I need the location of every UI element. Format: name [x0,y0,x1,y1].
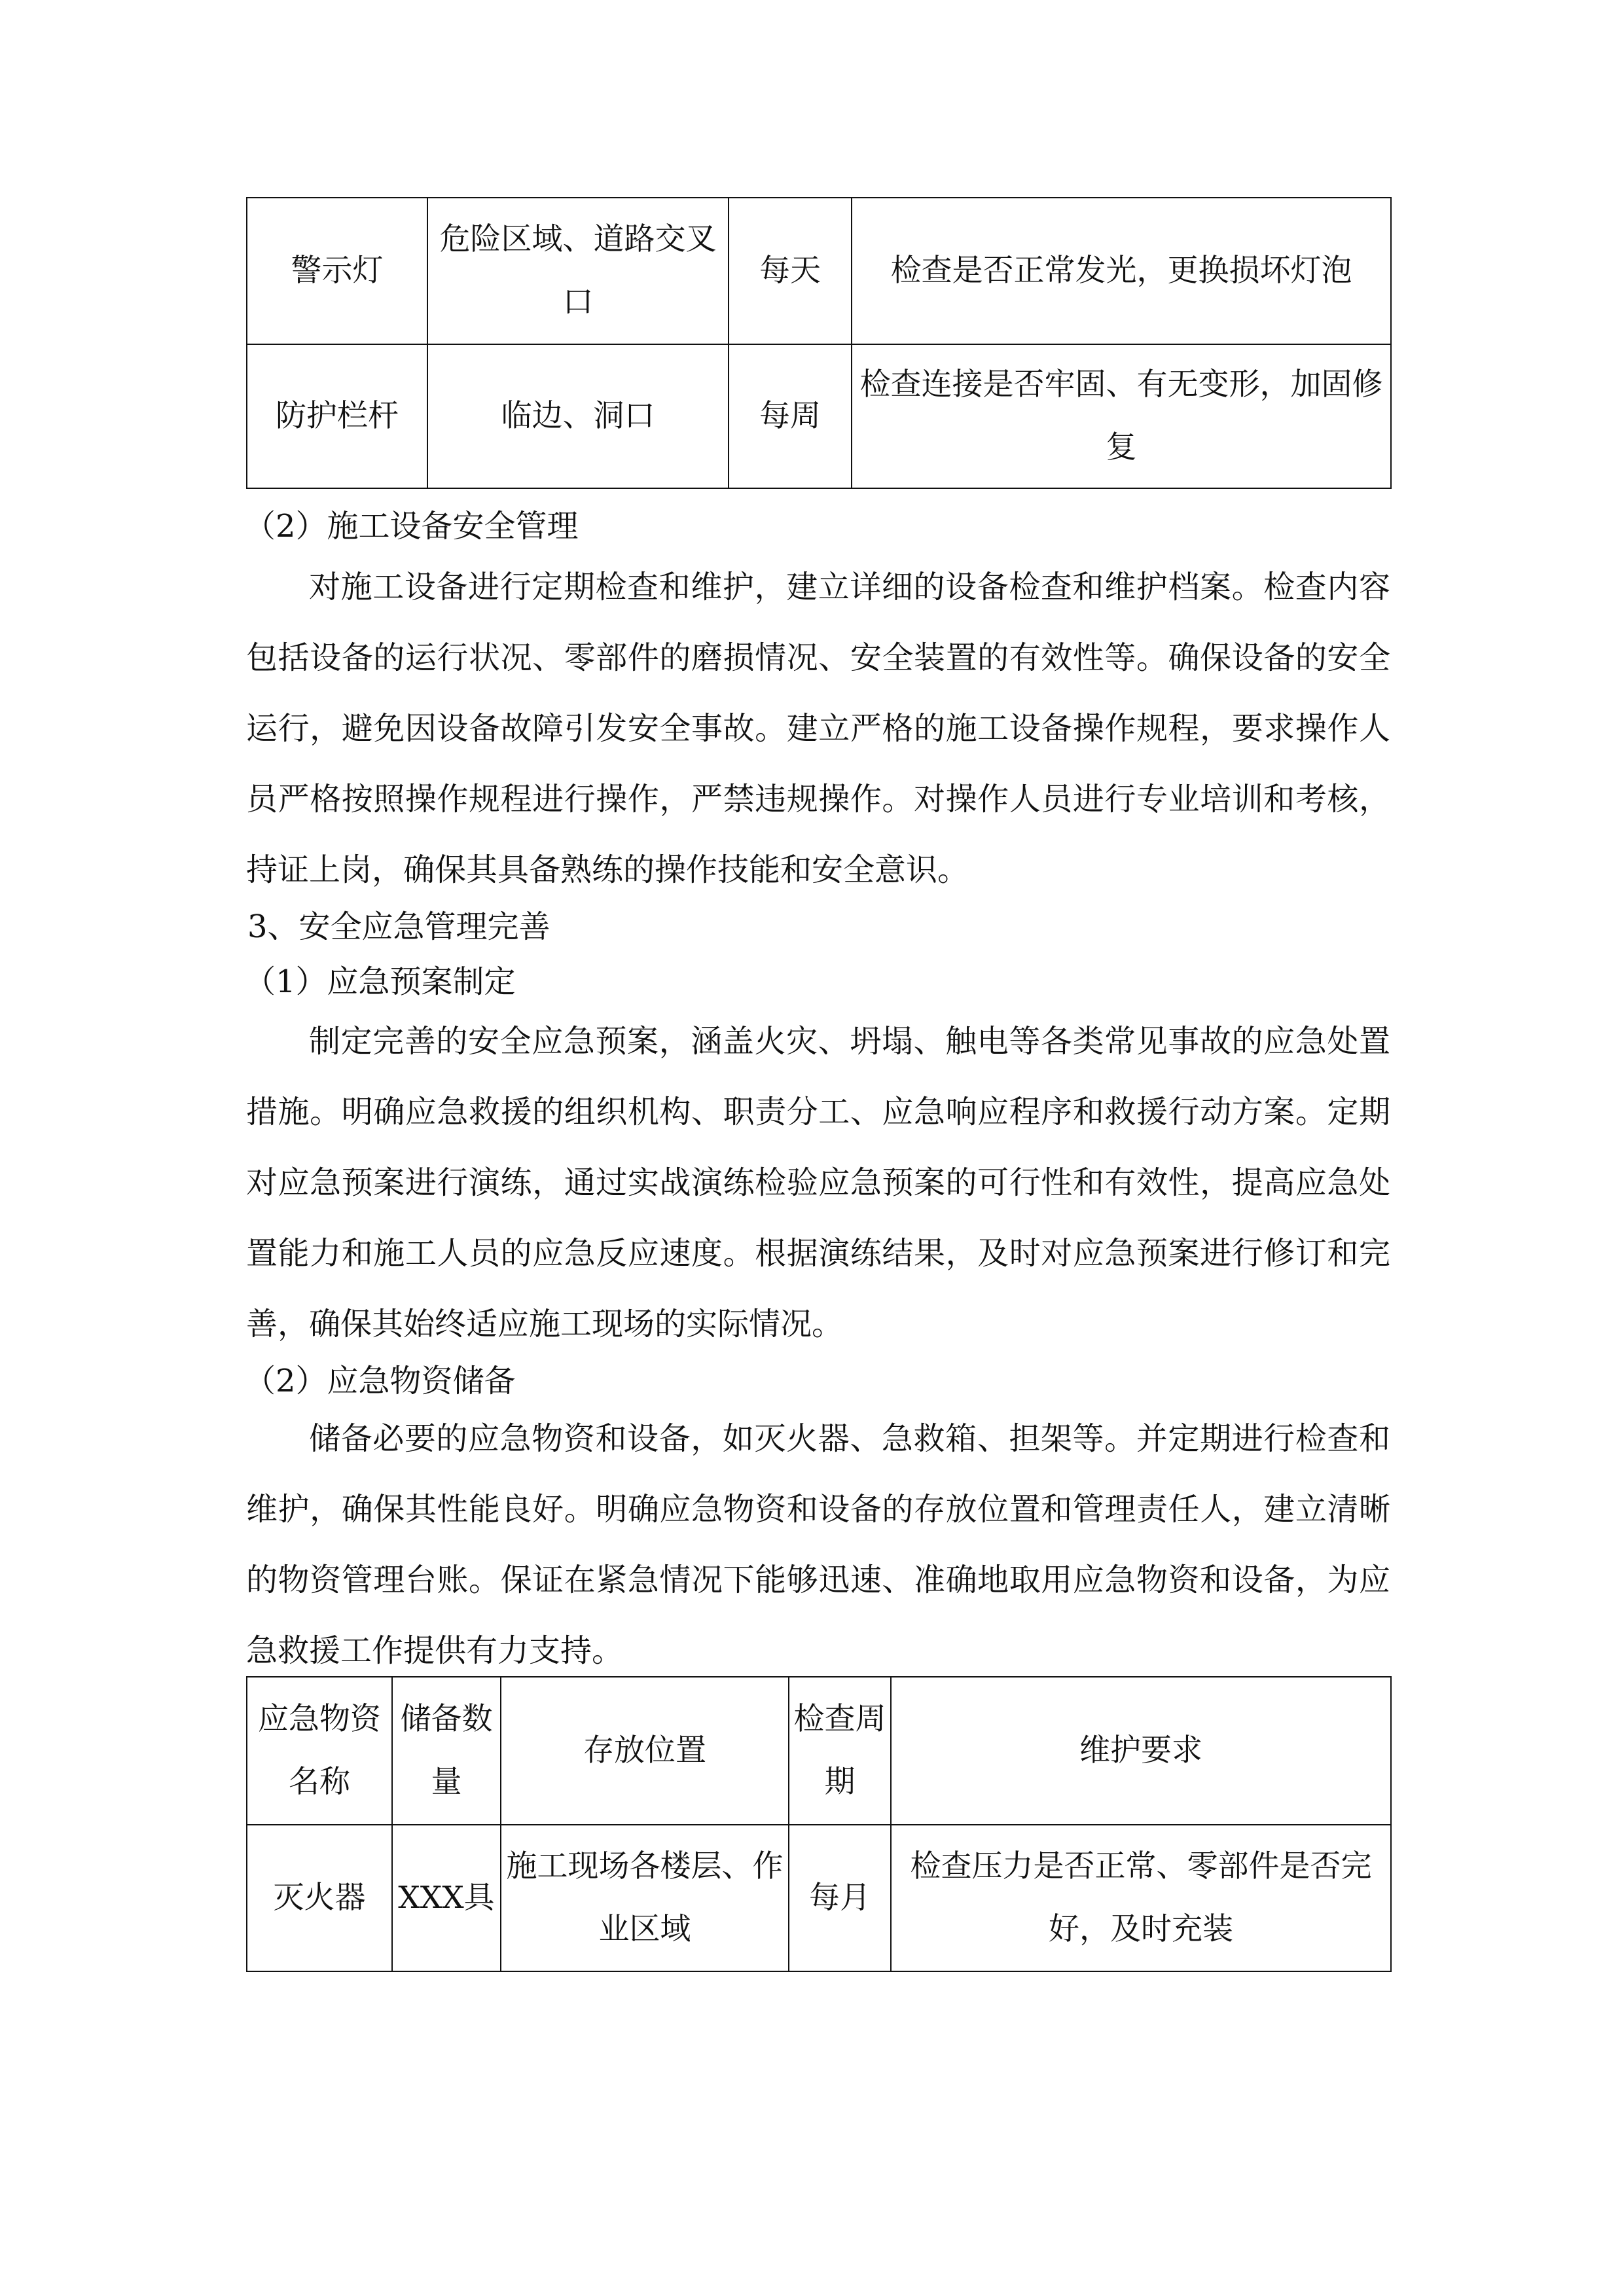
table-row [247,198,1391,344]
emergency-supplies-paragraph: 储备必要的应急物资和设备，如灭火器、急救箱、担架等。并定期进行检查和维护，确保其性能良好。明确应急物资和设备的存放位置和管理责任人，建立清晰的物资管理台账。保证在紧急情况下能够迅速、准确地取用应急物资和设备，为应急救援工作提供有力支持。 [246,1420,1390,1669]
table-row [247,1825,1391,1971]
facility-name-cell: 警示灯 [247,198,427,344]
facility-action-cell: 检查连接是否牢固、有无变形，加固修复 [852,344,1391,488]
facility-frequency-cell: 每天 [729,198,852,344]
facility-location-cell: 危险区域、道路交叉口 [427,198,729,344]
equipment-safety-heading: （2）施工设备安全管理 [244,508,579,545]
header-quantity: 储备数量 [392,1677,501,1825]
header-supply-name: 应急物资名称 [247,1677,392,1825]
supply-location-cell: 施工现场各楼层、作业区域 [501,1825,789,1971]
emergency-supplies-table [246,1676,1392,1972]
facility-location-cell: 临边、洞口 [427,344,729,488]
emergency-plan-heading: （1）应急预案制定 [244,963,516,1000]
equipment-safety-paragraph: 对施工设备进行定期检查和维护，建立详细的设备检查和维护档案。检查内容包括设备的运行状况、零部件的磨损情况、安全装置的有效性等。确保设备的安全运行，避免因设备故障引发安全事故。建立严格的施工设备操作规程，要求操作人员严格按照操作规程进行操作，严禁违规操作。对操作人员进行专业培训和考核，持证上岗，确保其具备熟练的操作技能和安全意识。 [246,569,1390,888]
supply-quantity-cell: XXX具 [392,1825,501,1971]
table-header-row [247,1677,1391,1825]
facility-frequency-cell: 每周 [729,344,852,488]
emergency-plan-paragraph: 制定完善的安全应急预案，涵盖火灾、坍塌、触电等各类常见事故的应急处置措施。明确应急救援的组织机构、职责分工、应急响应程序和救援行动方案。定期对应急预案进行演练，通过实战演练检验应急预案的可行性和有效性，提高应急处置能力和施工人员的应急反应速度。根据演练结果，及时对应急预案进行修订和完善，确保其始终适应施工现场的实际情况。 [246,1023,1390,1342]
header-check-cycle: 检查周期 [789,1677,891,1825]
supply-requirement-cell: 检查压力是否正常、零部件是否完好，及时充装 [891,1825,1391,1971]
facility-action-cell: 检查是否正常发光，更换损坏灯泡 [852,198,1391,344]
emergency-management-heading: 3、安全应急管理完善 [247,908,550,945]
emergency-supplies-heading: （2）应急物资储备 [244,1363,516,1399]
table-row [247,344,1391,488]
header-maintenance-requirement: 维护要求 [891,1677,1391,1825]
header-storage-location: 存放位置 [501,1677,789,1825]
facility-name-cell: 防护栏杆 [247,344,427,488]
supply-cycle-cell: 每月 [789,1825,891,1971]
safety-facility-table [246,197,1392,489]
supply-name-cell: 灭火器 [247,1825,392,1971]
